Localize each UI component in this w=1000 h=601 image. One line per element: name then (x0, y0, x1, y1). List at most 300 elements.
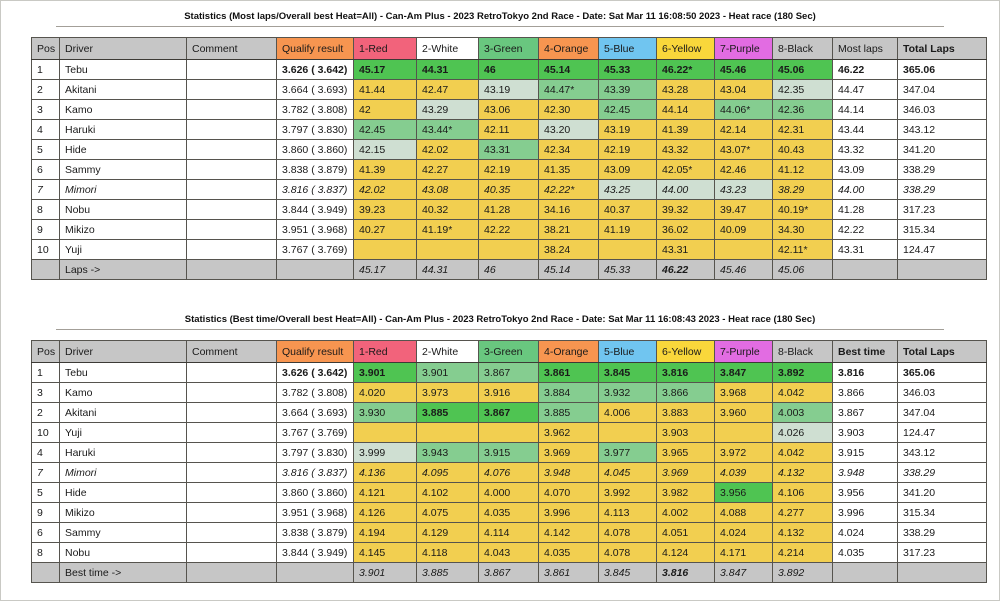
summary-value: 3.816 (657, 563, 715, 583)
heat-cell: 4.114 (479, 523, 539, 543)
heat-cell: 46.22* (657, 60, 715, 80)
total-cell: 347.04 (898, 403, 987, 423)
comment-cell (187, 120, 277, 140)
heat-cell: 43.44* (417, 120, 479, 140)
heat-cell: 3.885 (539, 403, 599, 423)
column-header-comment: Comment (187, 38, 277, 60)
heat-cell: 4.194 (354, 523, 417, 543)
summary-value: 3.861 (539, 563, 599, 583)
heat-cell: 3.977 (599, 443, 657, 463)
heat-cell: 42.11* (773, 240, 833, 260)
heat-cell: 42.31 (773, 120, 833, 140)
heat-cell (715, 240, 773, 260)
result-cell: 44.14 (833, 100, 898, 120)
comment-cell (187, 403, 277, 423)
driver-row (32, 100, 987, 120)
column-header-8-black: 8-Black (773, 38, 833, 60)
heat-cell (715, 423, 773, 443)
heat-cell: 4.045 (599, 463, 657, 483)
column-header-total-laps: Total Laps (898, 341, 987, 363)
driver-cell: Yuji (60, 423, 187, 443)
heat-cell: 3.996 (539, 503, 599, 523)
comment-cell (187, 100, 277, 120)
heat-cell: 4.145 (354, 543, 417, 563)
heat-cell: 4.106 (773, 483, 833, 503)
heat-cell: 44.31 (417, 60, 479, 80)
total-cell: 365.06 (898, 60, 987, 80)
summary-result-cell (833, 563, 898, 583)
qualify-cell: 3.797 ( 3.830) (277, 443, 354, 463)
driver-row (32, 363, 987, 383)
column-header-4-orange: 4-Orange (539, 341, 599, 363)
driver-row (32, 483, 987, 503)
heat-cell: 39.32 (657, 200, 715, 220)
heat-cell: 3.901 (354, 363, 417, 383)
best-time-report-title: Statistics (Best time/Overall best Heat=All) - Can-Am Plus - 2023 RetroTokyo 2nd Race - Date: Sat Mar 11 16:08:43 2023 - Heat race (180 Sec) (184, 314, 816, 325)
column-header-4-orange: 4-Orange (539, 38, 599, 60)
heat-cell: 4.142 (539, 523, 599, 543)
heat-cell: 42.22* (539, 180, 599, 200)
total-cell: 343.12 (898, 443, 987, 463)
heat-cell: 42.47 (417, 80, 479, 100)
qualify-cell: 3.844 ( 3.949) (277, 543, 354, 563)
heat-cell: 45.06 (773, 60, 833, 80)
heat-cell: 3.867 (479, 363, 539, 383)
comment-cell (187, 140, 277, 160)
driver-row (32, 463, 987, 483)
heat-cell: 4.003 (773, 403, 833, 423)
heat-cell: 3.903 (657, 423, 715, 443)
column-header-comment: Comment (187, 341, 277, 363)
column-header-driver: Driver (60, 341, 187, 363)
heat-cell: 42.05* (657, 160, 715, 180)
heat-cell: 4.078 (599, 523, 657, 543)
heat-cell: 4.129 (417, 523, 479, 543)
column-header-3-green: 3-Green (479, 38, 539, 60)
heat-cell: 42 (354, 100, 417, 120)
most-laps-section (1, 1, 999, 280)
heat-cell: 3.884 (539, 383, 599, 403)
column-header-1-red: 1-Red (354, 38, 417, 60)
heat-cell: 3.965 (657, 443, 715, 463)
heat-cell: 4.000 (479, 483, 539, 503)
header-row (32, 38, 987, 60)
comment-cell (187, 423, 277, 443)
heat-cell (354, 240, 417, 260)
heat-cell: 3.816 (657, 363, 715, 383)
pos-cell: 9 (32, 503, 60, 523)
result-cell: 43.09 (833, 160, 898, 180)
summary-value: 45.33 (599, 260, 657, 280)
heat-cell: 4.214 (773, 543, 833, 563)
heat-cell: 40.35 (479, 180, 539, 200)
driver-row (32, 180, 987, 200)
driver-cell: Tebu (60, 363, 187, 383)
total-cell: 341.20 (898, 483, 987, 503)
heat-cell: 44.14 (657, 100, 715, 120)
heat-cell: 43.20 (539, 120, 599, 140)
driver-row (32, 423, 987, 443)
heat-cell: 43.31 (657, 240, 715, 260)
comment-cell (187, 240, 277, 260)
summary-row (32, 260, 987, 280)
heat-cell: 3.973 (417, 383, 479, 403)
driver-row (32, 240, 987, 260)
heat-cell: 4.076 (479, 463, 539, 483)
driver-row (32, 403, 987, 423)
heat-cell (354, 423, 417, 443)
pos-cell: 1 (32, 363, 60, 383)
heat-cell: 38.29 (773, 180, 833, 200)
column-header-6-yellow: 6-Yellow (657, 341, 715, 363)
heat-cell: 42.36 (773, 100, 833, 120)
total-cell: 365.06 (898, 363, 987, 383)
heat-cell: 4.118 (417, 543, 479, 563)
heat-cell: 45.33 (599, 60, 657, 80)
report-page (1, 1, 999, 583)
driver-row (32, 543, 987, 563)
heat-cell: 3.992 (599, 483, 657, 503)
heat-cell: 43.07* (715, 140, 773, 160)
driver-cell: Hide (60, 483, 187, 503)
result-cell: 42.22 (833, 220, 898, 240)
column-header-pos: Pos (32, 341, 60, 363)
summary-value: 44.31 (417, 260, 479, 280)
column-header-5-blue: 5-Blue (599, 341, 657, 363)
summary-pos-cell (32, 563, 60, 583)
column-header-most-laps: Most laps (833, 38, 898, 60)
heat-cell: 41.44 (354, 80, 417, 100)
column-header-driver: Driver (60, 38, 187, 60)
driver-cell: Yuji (60, 240, 187, 260)
heat-cell: 3.956 (715, 483, 773, 503)
heat-cell: 34.30 (773, 220, 833, 240)
driver-cell: Kamo (60, 383, 187, 403)
heat-cell: 42.19 (479, 160, 539, 180)
heat-cell: 4.277 (773, 503, 833, 523)
column-header-5-blue: 5-Blue (599, 38, 657, 60)
qualify-cell: 3.860 ( 3.860) (277, 483, 354, 503)
total-cell: 347.04 (898, 80, 987, 100)
most-laps-report-title: Statistics (Most laps/Overall best Heat=All) - Can-Am Plus - 2023 RetroTokyo 2nd Race - Date: Sat Mar 11 16:08:50 2023 - Heat race (180 Sec) (184, 11, 816, 22)
summary-value: 3.892 (773, 563, 833, 583)
comment-cell (187, 543, 277, 563)
comment-cell (187, 483, 277, 503)
summary-value: 3.885 (417, 563, 479, 583)
heat-cell: 3.982 (657, 483, 715, 503)
total-cell: 315.34 (898, 503, 987, 523)
pos-cell: 10 (32, 240, 60, 260)
heat-cell (599, 240, 657, 260)
heat-cell: 3.930 (354, 403, 417, 423)
heat-cell: 36.02 (657, 220, 715, 240)
result-cell: 44.47 (833, 80, 898, 100)
qualify-cell: 3.782 ( 3.808) (277, 383, 354, 403)
heat-cell: 43.09 (599, 160, 657, 180)
comment-cell (187, 160, 277, 180)
qualify-cell: 3.844 ( 3.949) (277, 200, 354, 220)
heat-cell: 3.845 (599, 363, 657, 383)
summary-value: 45.14 (539, 260, 599, 280)
heat-cell: 4.024 (715, 523, 773, 543)
heat-cell: 4.126 (354, 503, 417, 523)
qualify-cell: 3.767 ( 3.769) (277, 423, 354, 443)
pos-cell: 2 (32, 80, 60, 100)
column-header-qualify-result: Qualify result (277, 38, 354, 60)
pos-cell: 4 (32, 120, 60, 140)
heat-cell (479, 240, 539, 260)
summary-value: 3.847 (715, 563, 773, 583)
result-cell: 3.956 (833, 483, 898, 503)
summary-value: 45.17 (354, 260, 417, 280)
heat-cell: 42.02 (354, 180, 417, 200)
pos-cell: 3 (32, 383, 60, 403)
summary-comment-cell (187, 260, 277, 280)
heat-cell: 39.23 (354, 200, 417, 220)
heat-cell: 40.43 (773, 140, 833, 160)
driver-row (32, 120, 987, 140)
driver-cell: Mikizo (60, 220, 187, 240)
driver-cell: Akitani (60, 80, 187, 100)
heat-cell: 3.960 (715, 403, 773, 423)
heat-cell (417, 240, 479, 260)
driver-cell: Sammy (60, 523, 187, 543)
heat-cell: 42.14 (715, 120, 773, 140)
pos-cell: 5 (32, 140, 60, 160)
comment-cell (187, 80, 277, 100)
pos-cell: 7 (32, 180, 60, 200)
column-header-8-black: 8-Black (773, 341, 833, 363)
heat-cell: 42.15 (354, 140, 417, 160)
heat-cell: 40.09 (715, 220, 773, 240)
pos-cell: 6 (32, 523, 60, 543)
summary-qualify-cell (277, 260, 354, 280)
total-cell: 338.29 (898, 523, 987, 543)
heat-cell: 42.27 (417, 160, 479, 180)
driver-row (32, 140, 987, 160)
heat-cell: 4.136 (354, 463, 417, 483)
heat-cell: 3.861 (539, 363, 599, 383)
heat-cell: 45.46 (715, 60, 773, 80)
heat-cell: 4.051 (657, 523, 715, 543)
heat-cell: 4.121 (354, 483, 417, 503)
driver-row (32, 80, 987, 100)
qualify-cell: 3.816 ( 3.837) (277, 180, 354, 200)
heat-cell: 4.132 (773, 463, 833, 483)
driver-row (32, 60, 987, 80)
driver-row (32, 383, 987, 403)
heat-cell: 4.026 (773, 423, 833, 443)
heat-cell: 43.19 (479, 80, 539, 100)
heat-cell: 3.885 (417, 403, 479, 423)
pos-cell: 6 (32, 160, 60, 180)
total-cell: 338.29 (898, 180, 987, 200)
result-cell: 3.948 (833, 463, 898, 483)
result-cell: 3.867 (833, 403, 898, 423)
heat-cell: 4.039 (715, 463, 773, 483)
heat-cell: 43.06 (479, 100, 539, 120)
heat-cell: 42.30 (539, 100, 599, 120)
heat-cell: 42.46 (715, 160, 773, 180)
comment-cell (187, 443, 277, 463)
heat-cell: 45.14 (539, 60, 599, 80)
result-cell: 3.816 (833, 363, 898, 383)
qualify-cell: 3.951 ( 3.968) (277, 220, 354, 240)
heat-cell: 3.948 (539, 463, 599, 483)
result-cell: 3.903 (833, 423, 898, 443)
heat-cell: 40.37 (599, 200, 657, 220)
heat-cell: 42.45 (599, 100, 657, 120)
summary-comment-cell (187, 563, 277, 583)
heat-cell: 40.32 (417, 200, 479, 220)
heat-cell: 3.867 (479, 403, 539, 423)
pos-cell: 7 (32, 463, 60, 483)
heat-cell: 4.042 (773, 383, 833, 403)
driver-cell: Mimori (60, 463, 187, 483)
heat-cell: 43.08 (417, 180, 479, 200)
column-header-best-time: Best time (833, 341, 898, 363)
heat-cell: 3.915 (479, 443, 539, 463)
summary-row (32, 563, 987, 583)
most-laps-table (31, 37, 987, 280)
driver-cell: Hide (60, 140, 187, 160)
heat-cell: 41.39 (354, 160, 417, 180)
qualify-cell: 3.626 ( 3.642) (277, 363, 354, 383)
summary-total-cell (898, 563, 987, 583)
qualify-cell: 3.767 ( 3.769) (277, 240, 354, 260)
driver-row (32, 443, 987, 463)
heat-cell: 34.16 (539, 200, 599, 220)
pos-cell: 8 (32, 543, 60, 563)
heat-cell: 38.21 (539, 220, 599, 240)
heat-cell: 43.32 (657, 140, 715, 160)
comment-cell (187, 220, 277, 240)
qualify-cell: 3.664 ( 3.693) (277, 403, 354, 423)
heat-cell: 43.19 (599, 120, 657, 140)
summary-value: 46.22 (657, 260, 715, 280)
heat-cell: 41.28 (479, 200, 539, 220)
heat-cell (599, 423, 657, 443)
heat-cell: 44.06* (715, 100, 773, 120)
result-cell: 3.866 (833, 383, 898, 403)
summary-result-cell (833, 260, 898, 280)
heat-cell: 3.999 (354, 443, 417, 463)
heat-cell: 4.043 (479, 543, 539, 563)
pos-cell: 5 (32, 483, 60, 503)
summary-value: 45.46 (715, 260, 773, 280)
driver-cell: Haruki (60, 120, 187, 140)
driver-row (32, 220, 987, 240)
comment-cell (187, 503, 277, 523)
total-cell: 346.03 (898, 383, 987, 403)
driver-cell: Akitani (60, 403, 187, 423)
qualify-cell: 3.860 ( 3.860) (277, 140, 354, 160)
summary-qualify-cell (277, 563, 354, 583)
driver-row (32, 160, 987, 180)
heat-cell: 3.883 (657, 403, 715, 423)
heat-cell: 3.969 (657, 463, 715, 483)
summary-value: 46 (479, 260, 539, 280)
heat-cell: 44.00 (657, 180, 715, 200)
result-cell: 46.22 (833, 60, 898, 80)
total-cell: 338.29 (898, 463, 987, 483)
heat-cell: 43.04 (715, 80, 773, 100)
column-header-pos: Pos (32, 38, 60, 60)
heat-cell: 43.29 (417, 100, 479, 120)
qualify-cell: 3.664 ( 3.693) (277, 80, 354, 100)
result-cell: 44.00 (833, 180, 898, 200)
heat-cell: 4.088 (715, 503, 773, 523)
result-cell: 43.44 (833, 120, 898, 140)
heat-cell: 43.25 (599, 180, 657, 200)
summary-label: Laps -> (60, 260, 187, 280)
pos-cell: 8 (32, 200, 60, 220)
heat-cell: 4.113 (599, 503, 657, 523)
total-cell: 317.23 (898, 543, 987, 563)
total-cell: 346.03 (898, 100, 987, 120)
driver-row (32, 523, 987, 543)
driver-cell: Haruki (60, 443, 187, 463)
heat-cell: 3.968 (715, 383, 773, 403)
pos-cell: 9 (32, 220, 60, 240)
heat-cell: 38.24 (539, 240, 599, 260)
summary-pos-cell (32, 260, 60, 280)
best-time-table (31, 340, 987, 583)
column-header-1-red: 1-Red (354, 341, 417, 363)
heat-cell: 42.45 (354, 120, 417, 140)
driver-cell: Nobu (60, 200, 187, 220)
total-cell: 341.20 (898, 140, 987, 160)
result-cell: 3.996 (833, 503, 898, 523)
comment-cell (187, 60, 277, 80)
heat-cell: 42.02 (417, 140, 479, 160)
column-header-2-white: 2-White (417, 38, 479, 60)
summary-value: 3.845 (599, 563, 657, 583)
comment-cell (187, 523, 277, 543)
heat-cell: 4.035 (539, 543, 599, 563)
heat-cell: 41.39 (657, 120, 715, 140)
heat-cell: 4.020 (354, 383, 417, 403)
heat-cell: 4.132 (773, 523, 833, 543)
pos-cell: 10 (32, 423, 60, 443)
heat-cell: 42.35 (773, 80, 833, 100)
heat-cell: 4.102 (417, 483, 479, 503)
result-cell: 3.915 (833, 443, 898, 463)
result-cell: 41.28 (833, 200, 898, 220)
total-cell: 317.23 (898, 200, 987, 220)
result-cell: 43.32 (833, 140, 898, 160)
heat-cell: 4.042 (773, 443, 833, 463)
qualify-cell: 3.838 ( 3.879) (277, 160, 354, 180)
heat-cell: 4.070 (539, 483, 599, 503)
driver-row (32, 503, 987, 523)
result-cell: 43.31 (833, 240, 898, 260)
heat-cell: 3.943 (417, 443, 479, 463)
heat-cell: 44.47* (539, 80, 599, 100)
comment-cell (187, 363, 277, 383)
heat-cell: 43.31 (479, 140, 539, 160)
heat-cell: 3.972 (715, 443, 773, 463)
total-cell: 124.47 (898, 423, 987, 443)
heat-cell (417, 423, 479, 443)
heat-cell: 3.916 (479, 383, 539, 403)
heat-cell: 4.124 (657, 543, 715, 563)
best-time-section (1, 280, 999, 583)
driver-cell: Tebu (60, 60, 187, 80)
header-row (32, 341, 987, 363)
heat-cell: 43.28 (657, 80, 715, 100)
heat-cell: 4.002 (657, 503, 715, 523)
